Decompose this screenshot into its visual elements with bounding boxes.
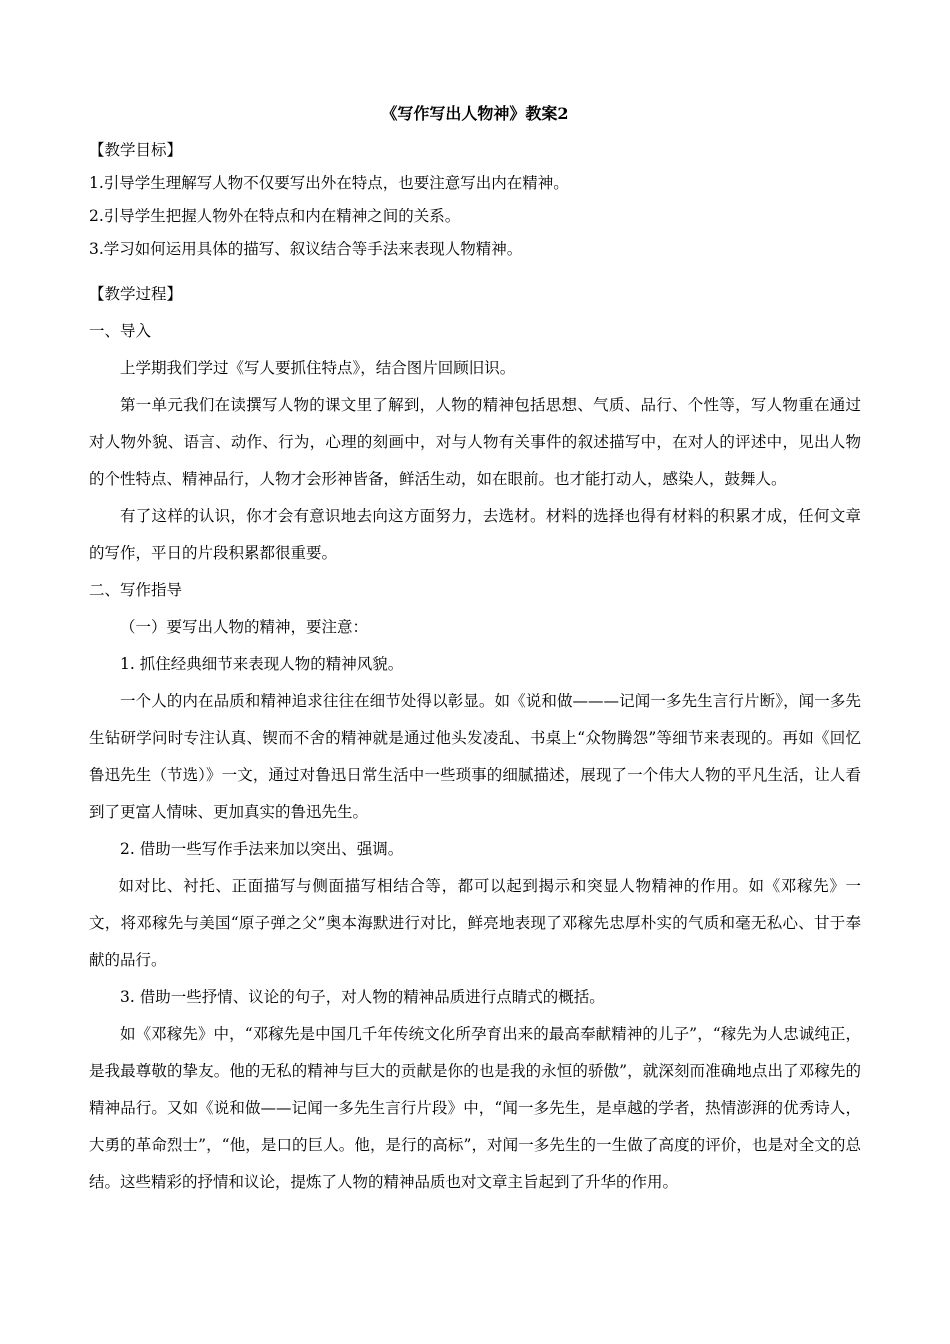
intro-paragraph-2: 第一单元我们在读撰写人物的课文里了解到，人物的精神包括思想、气质、品行、个性等，写人物重在通过对人物外貌、语言、动作、行为，心理的刻画中，对与人物有关事件的叙述描写中，在对人的评述中，见出人物的个性特点、精神品行，人物才会形神皆备，鲜活生动，如在眼前。也才能打动人，感染人，鼓舞人。 (89, 396, 861, 488)
document-title: 《写作写出人物神》教案2 (381, 104, 569, 123)
objective-item: 3.学习如何运用具体的描写、叙议结合等手法来表现人物精神。 (89, 240, 523, 258)
document-body (89, 134, 861, 1201)
point-2-title: 2. 借助一些写作手法来加以突出、强调。 (120, 840, 404, 858)
section-spacer (89, 266, 861, 276)
objectives-heading: 【教学目标】 (89, 141, 183, 159)
point-3-text: 如《邓稼先》中，“邓稼先是中国几千年传统文化所孕育出来的最高奉献精神的儿子”，“稼先为人忠诚纯正，是我最尊敬的挚友。他的无私的精神与巨大的贡献是你的也是我的永恒的骄傲”，就深刻而准确地点出了邓稼先的精神品行。又如《说和做——记闻一多先生言行片段》中，“闻一多先生，是卓越的学者，热情澎湃的优秀诗人，大勇的革命烈士”，“他，是口的巨人。他，是行的高标”，对闻一多先生的一生做了高度的评价，也是对全文的总结。这些精彩的抒情和议论，提炼了人物的精神品质也对文章主旨起到了升华的作用。 (89, 1025, 861, 1191)
point-3-title: 3. 借助一些抒情、议论的句子，对人物的精神品质进行点睛式的概括。 (120, 988, 605, 1006)
intro-paragraph-3: 有了这样的认识，你才会有意识地去向这方面努力，去选材。材料的选择也得有材料的积累才成，任何文章的写作，平日的片段积累都很重要。 (89, 507, 861, 562)
section-heading-guidance: 二、写作指导 (89, 581, 183, 599)
objective-item: 2.引导学生把握人物外在特点和内在精神之间的关系。 (89, 207, 461, 225)
point-1-text: 一个人的内在品质和精神追求往往在细节处得以彰显。如《说和做———记闻一多先生言行片断》，闻一多先生钻研学问时专注认真、锲而不舍的精神就是通过他头发凌乱、书桌上“众物腾怨”等细节来表现的。再如《回忆鲁迅先生（节选）》一文，通过对鲁迅日常生活中一些琐事的细腻描述，展现了一个伟大人物的平凡生活，让人看到了更富人情味、更加真实的鲁迅先生。 (89, 692, 861, 821)
point-2-text: 如对比、衬托、正面描写与侧面描写相结合等，都可以起到揭示和突显人物精神的作用。如《邓稼先》一文，将邓稼先与美国“原子弹之父”奥本海默进行对比，鲜亮地表现了邓稼先忠厚朴实的气质和毫无私心、甘于奉献的品行。 (89, 877, 861, 969)
intro-paragraph-1: 上学期我们学过《写人要抓住特点》，结合图片回顾旧识。 (120, 359, 516, 377)
section-heading-intro: 一、导入 (89, 322, 152, 340)
guidance-subheading: （一）要写出人物的精神，要注意： (120, 618, 369, 636)
objective-item: 1.引导学生理解写人物不仅要写出外在特点，也要注意写出内在精神。 (89, 174, 569, 192)
point-1-title: 1. 抓住经典细节来表现人物的精神风貌。 (120, 655, 404, 673)
process-heading: 【教学过程】 (89, 285, 183, 303)
